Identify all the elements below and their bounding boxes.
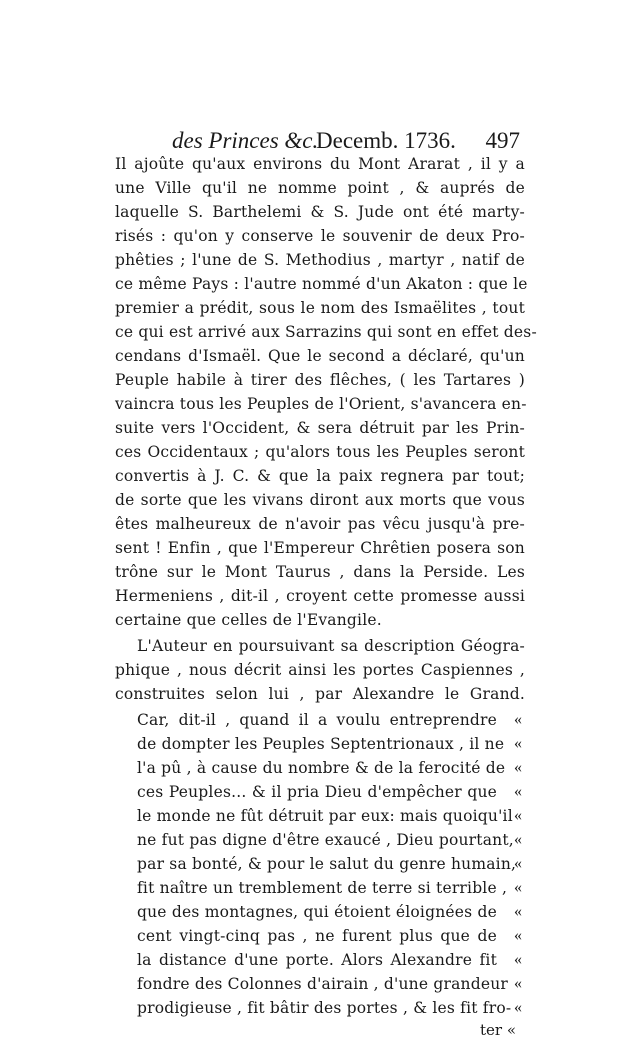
quotation-mark: « [514, 711, 522, 728]
quote-line: l'a pû , à cause du nombre & de la ferocité de [137, 759, 506, 777]
quote-line: la distance d'une porte. Alors Alexandre fit [137, 951, 497, 969]
quotation-mark: « [514, 879, 522, 896]
page-number: 497 [485, 128, 520, 153]
text-line: certaine que celles de l'Evangile. [115, 611, 382, 629]
text-line: premier a prédit, sous le nom des Ismaëlites , tout [115, 299, 525, 317]
text-line: convertis à J. C. & que la paix regnera par tout; [115, 467, 525, 485]
quote-line: que des montagnes, qui étoient éloignées de [137, 903, 497, 921]
text-line: suite vers l'Occident, & sera détruit par les Prin- [115, 419, 525, 437]
text-line: L'Auteur en poursuivant sa description Géogra- [137, 637, 525, 655]
quotation-mark: « [514, 927, 522, 944]
text-line: laquelle S. Barthelemi & S. Jude ont été marty- [115, 203, 525, 221]
quotation-mark: « [514, 759, 522, 776]
quote-line: prodigieuse , fit bâtir des portes , & les fit fro- [137, 999, 512, 1017]
quotation-mark: « [514, 855, 522, 872]
quotation-mark: « [514, 951, 522, 968]
text-line: Hermeniens , dit-il , croyent cette promesse aussi [115, 587, 525, 605]
quotation-mark: « [514, 831, 522, 848]
quote-line: Car, dit-il , quand il a voulu entreprendre [137, 711, 497, 729]
text-line: de sorte que les vivans diront aux morts que vous [115, 491, 525, 509]
quotation-mark: « [514, 999, 522, 1016]
quote-line: le monde ne fût détruit par eux: mais quoiqu'il [137, 807, 513, 825]
text-line: ce même Pays : l'autre nommé d'un Akaton : que le [115, 275, 528, 293]
quotation-mark: « [514, 903, 522, 920]
catchword: ter « [480, 1021, 517, 1039]
quote-line: ne fut pas digne d'être exaucé , Dieu pourtant, [137, 831, 514, 849]
text-line: ce qui est arrivé aux Sarrazins qui sont en effet des- [115, 323, 537, 341]
quotation-mark: « [514, 735, 522, 752]
quote-line: ces Peuples... & il pria Dieu d'empêcher que [137, 783, 497, 801]
text-line: ces Occidentaux ; qu'alors tous les Peuples seront [115, 443, 525, 461]
quotation-mark: « [514, 783, 522, 800]
text-line: sent ! Enfin , que l'Empereur Chrêtien posera son [115, 539, 525, 557]
text-line: phique , nous décrit ainsi les portes Caspiennes , [115, 661, 525, 679]
header-date: Decemb. 1736. [316, 128, 456, 153]
running-title: des Princes &c. [172, 128, 319, 153]
quote-line: par sa bonté, & pour le salut du genre humain, [137, 855, 517, 873]
text-line: phêties ; l'une de S. Methodius , martyr , natif de [115, 251, 525, 269]
text-line: risés : qu'on y conserve le souvenir de deux Pro- [115, 227, 525, 245]
quotation-mark: « [514, 975, 522, 992]
text-line: cendans d'Ismaël. Que le second a déclaré, qu'un [115, 347, 525, 365]
text-line: Il ajoûte qu'aux environs du Mont Ararat , il y a [115, 155, 525, 173]
quote-line: fondre des Colonnes d'airain , d'une grandeur [137, 975, 509, 993]
text-line: une Ville qu'il ne nomme point , & auprés de [115, 179, 525, 197]
quotation-mark: « [514, 807, 522, 824]
text-line: Peuple habile à tirer des flêches, ( les Tartares ) [115, 371, 525, 389]
text-line: trône sur le Mont Taurus , dans la Perside. Les [115, 563, 525, 581]
quote-line: cent vingt-cinq pas , ne furent plus que de [137, 927, 497, 945]
quote-line: de dompter les Peuples Septentrionaux , il ne [137, 735, 505, 753]
text-line: vaincra tous les Peuples de l'Orient, s'avancera en- [115, 395, 527, 413]
text-line: êtes malheureux de n'avoir pas vêcu jusqu'à pre- [115, 515, 525, 533]
quote-line: fit naître un tremblement de terre si terrible , [137, 879, 508, 897]
text-line: construites selon lui , par Alexandre le Grand. [115, 685, 525, 703]
